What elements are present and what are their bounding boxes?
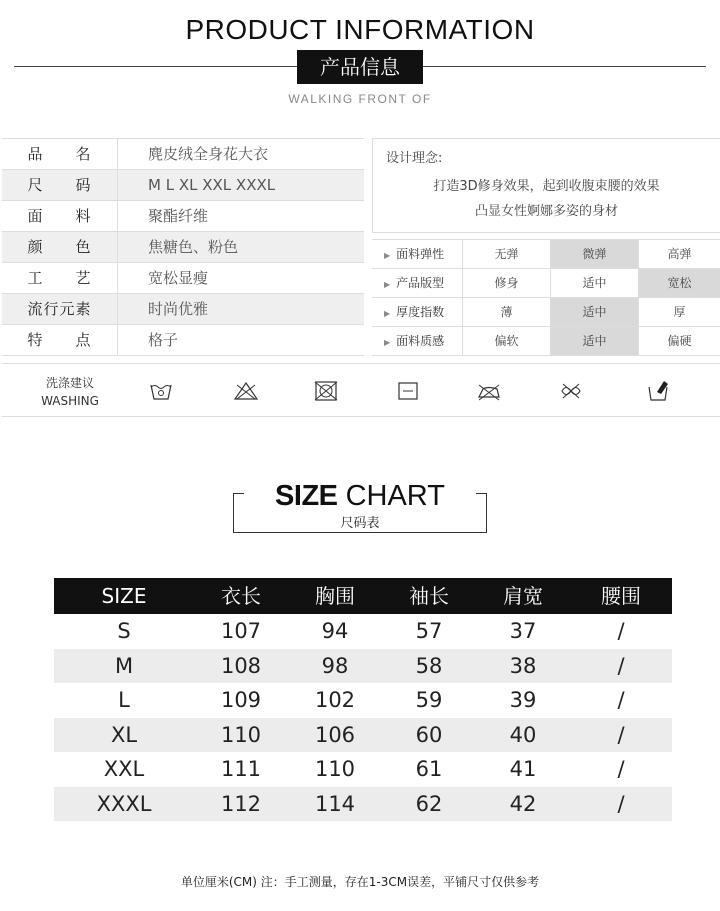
info-key: 尺 码: [2, 170, 118, 200]
attribute-option-selected: 宽松: [638, 269, 720, 297]
info-key: 颜 色: [2, 232, 118, 262]
attribute-label-text: 面料质感: [396, 334, 445, 348]
table-cell: 94: [321, 619, 349, 643]
triangle-right-icon: ▶: [384, 338, 391, 347]
info-value: M L XL XXL XXXL: [148, 176, 276, 194]
header-cell: 胸围: [315, 584, 355, 608]
table-cell: /: [617, 722, 625, 747]
table-cell: 106: [314, 722, 356, 747]
header-cell: 腰围: [601, 584, 641, 608]
header-cell: 肩宽: [503, 584, 543, 608]
attribute-label: [372, 240, 462, 268]
attribute-option: 薄: [462, 298, 550, 326]
table-cell: 42: [509, 791, 537, 816]
size-chart-title: [0, 480, 720, 513]
info-row: [2, 170, 364, 201]
header-cell: 衣长: [221, 584, 261, 608]
table-cell: 109: [220, 688, 262, 712]
table-cell: 59: [415, 688, 443, 712]
table-cell: 37: [509, 619, 537, 643]
professional-clean-icon: [645, 378, 671, 404]
product-info-table: [2, 138, 364, 356]
design-concept-line: 凸显女性婀娜多姿的身材: [474, 204, 618, 219]
table-cell: /: [617, 791, 625, 816]
attribute-row: [372, 240, 720, 269]
attribute-option: 修身: [462, 269, 550, 297]
size-table: [54, 578, 672, 821]
table-cell: 110: [314, 757, 356, 781]
do-not-dry-clean-icon: [558, 378, 584, 404]
attribute-option: 厚: [638, 298, 720, 326]
attribute-option: 适中: [550, 269, 638, 297]
attribute-label: [372, 269, 462, 297]
table-cell: M: [114, 653, 134, 678]
attribute-label: [372, 327, 462, 355]
table-cell: 111: [220, 757, 262, 781]
table-cell: 110: [220, 722, 262, 747]
table-cell: 41: [509, 757, 537, 781]
info-row: [2, 263, 364, 294]
table-cell: XXXL: [96, 791, 152, 816]
size-chart-title-rest: CHART: [337, 480, 445, 512]
info-row: [2, 232, 364, 263]
info-key: 品 名: [2, 139, 118, 169]
table-cell: 62: [415, 791, 443, 816]
info-value: 宽松显瘦: [148, 269, 209, 287]
table-cell: /: [617, 688, 625, 712]
table-cell: 112: [220, 791, 262, 816]
table-row: [54, 718, 672, 753]
design-concept-line: 打造3D修身效果，起到收腹束腰的效果: [433, 179, 660, 194]
attribute-label-text: 产品版型: [396, 276, 445, 290]
table-cell: 38: [509, 653, 537, 678]
size-chart-title-bold: SIZE: [275, 480, 338, 512]
washing-label: [2, 374, 138, 410]
table-cell: 58: [415, 653, 443, 678]
table-cell: XL: [110, 722, 138, 747]
attribute-label-text: 厚度指数: [396, 305, 445, 319]
table-row: [54, 787, 672, 822]
table-cell: /: [617, 619, 625, 643]
info-key: 流行元素: [2, 294, 118, 324]
do-not-tumble-dry-icon: [313, 378, 339, 404]
info-value: 格子: [148, 331, 179, 349]
info-key: 面 料: [2, 201, 118, 231]
info-value: 焦糖色、粉色: [148, 238, 239, 256]
attribute-option: 偏硬: [638, 327, 720, 355]
info-row: [2, 294, 364, 325]
header-cell: 袖长: [409, 584, 449, 608]
table-cell: /: [617, 757, 625, 781]
table-cell: L: [118, 688, 130, 712]
attribute-option: 无弹: [462, 240, 550, 268]
table-row: [54, 683, 672, 718]
triangle-right-icon: ▶: [384, 251, 391, 260]
attribute-row: [372, 298, 720, 327]
design-concept-box: [372, 138, 720, 233]
table-row: [54, 649, 672, 684]
measurement-note: 单位厘米(CM) 注：手工测量，存在1-3CM误差，平铺尺寸仅供参考: [180, 875, 540, 889]
size-chart-subtitle: 尺码表: [340, 516, 380, 531]
info-value: 麂皮绒全身花大衣: [148, 145, 269, 163]
table-cell: 60: [415, 722, 443, 747]
washing-label-en: WASHING: [41, 394, 99, 408]
table-cell: 39: [509, 688, 537, 712]
table-row: [54, 614, 672, 649]
header-subtitle: WALKING FRONT OF: [288, 92, 432, 106]
info-value: 聚酯纤维: [148, 207, 209, 225]
table-cell: 102: [314, 688, 356, 712]
table-cell: 40: [509, 722, 537, 747]
attribute-label-text: 面料弹性: [396, 247, 445, 261]
washing-label-cn: 洗涤建议: [45, 376, 94, 390]
info-value: 时尚优雅: [148, 300, 209, 318]
size-table-header: [54, 578, 672, 614]
info-row: [2, 325, 364, 356]
page-title: PRODUCT INFORMATION: [185, 14, 535, 45]
attribute-row: [372, 269, 720, 298]
table-cell: 57: [415, 619, 443, 643]
design-concept-label: 设计理念:: [386, 151, 443, 166]
attribute-row: [372, 327, 720, 356]
line-dry-icon: [395, 378, 421, 404]
table-cell: 107: [220, 619, 262, 643]
attribute-option-selected: 适中: [550, 298, 638, 326]
table-cell: 61: [415, 757, 443, 781]
table-row: [54, 752, 672, 787]
attribute-label: [372, 298, 462, 326]
table-cell: S: [117, 619, 131, 643]
attribute-grid: [372, 239, 720, 356]
info-row: [2, 139, 364, 170]
do-not-bleach-icon: [233, 378, 259, 404]
table-cell: 108: [220, 653, 262, 678]
table-cell: 114: [314, 791, 356, 816]
header-badge: 产品信息: [297, 50, 423, 84]
attribute-option: 偏软: [462, 327, 550, 355]
info-key: 特 点: [2, 325, 118, 355]
table-cell: 98: [321, 653, 349, 678]
do-not-iron-icon: [476, 378, 502, 404]
triangle-right-icon: ▶: [384, 309, 391, 318]
attribute-option-selected: 适中: [550, 327, 638, 355]
hand-wash-icon: [148, 378, 174, 404]
header-cell: SIZE: [101, 584, 147, 608]
attribute-option: 高弹: [638, 240, 720, 268]
triangle-right-icon: ▶: [384, 280, 391, 289]
table-cell: XXL: [103, 757, 145, 781]
attribute-option-selected: 微弹: [550, 240, 638, 268]
table-cell: /: [617, 653, 625, 678]
washing-instructions: [2, 363, 720, 417]
info-row: [2, 201, 364, 232]
info-key: 工 艺: [2, 263, 118, 293]
